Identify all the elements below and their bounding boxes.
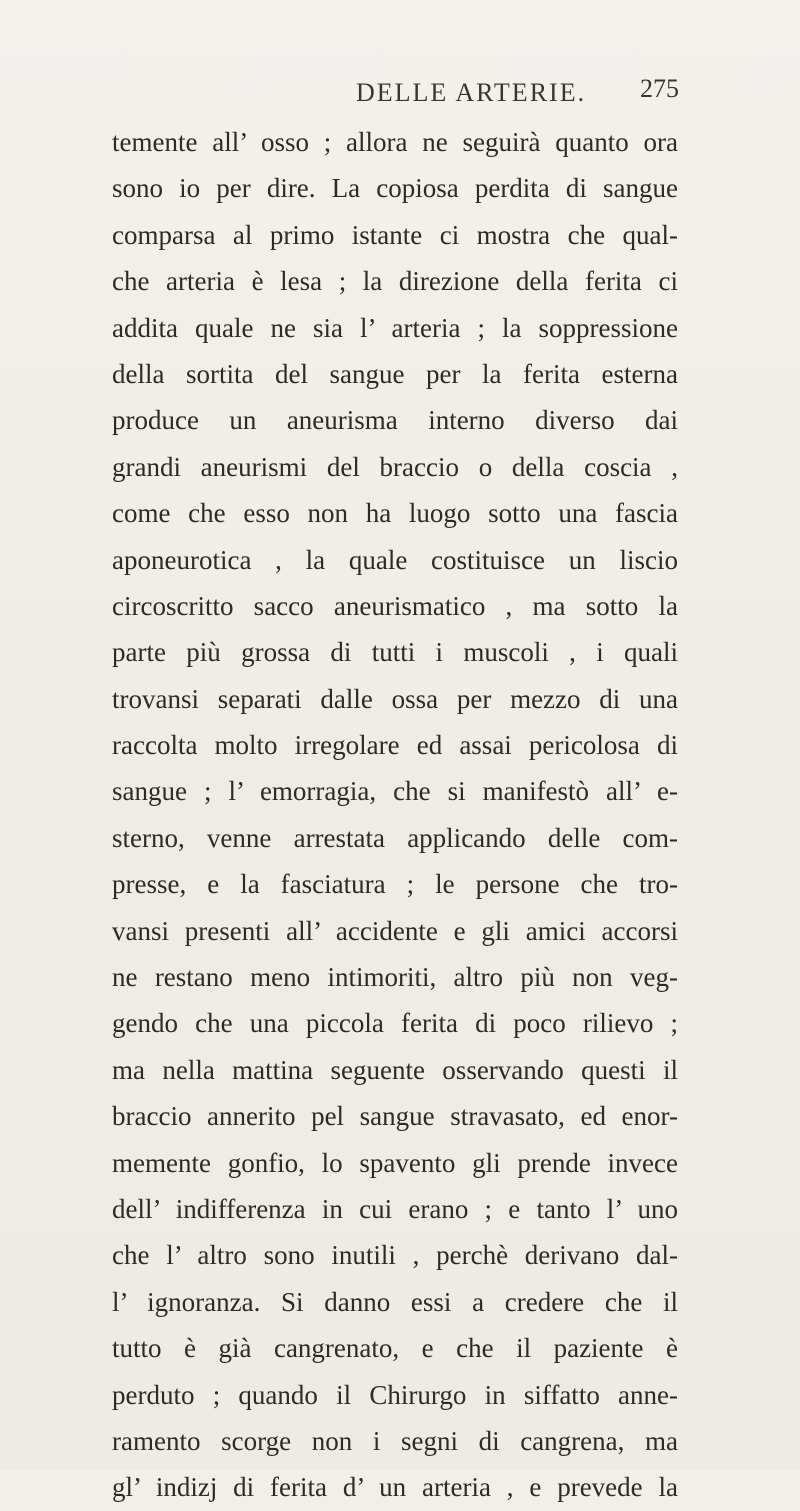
text-line: dell’ indifferenza in cui erano ; e tanto l’ uno: [112, 1193, 678, 1224]
running-title: DELLE ARTERIE.: [356, 78, 587, 107]
text-line: braccio annerito pel sangue stravasato, ed enor-: [112, 1101, 678, 1132]
running-head: [0, 74, 800, 114]
text-line: perduto ; quando il Chirurgo in siffatto anne-: [112, 1379, 678, 1410]
body-text: [112, 119, 678, 1511]
text-line: ma nella mattina seguente osservando questi il: [112, 1054, 678, 1085]
text-line: temente all’ osso ; allora ne seguirà quanto ora: [112, 127, 678, 157]
text-line: tutto è già cangrenato, e che il paziente è: [112, 1333, 678, 1364]
text-line: gl’ indizj di ferita d’ un arteria , e prevede la: [112, 1472, 678, 1503]
text-line: raccolta molto irregolare ed assai pericolosa di: [112, 730, 678, 761]
text-line: che arteria è lesa ; la direzione della ferita ci: [112, 266, 678, 297]
text-line: ne restano meno intimoriti, altro più non veg-: [112, 962, 678, 993]
text-line: trovansi separati dalle ossa per mezzo di una: [112, 683, 678, 714]
text-line: come che esso non ha luogo sotto una fascia: [112, 498, 678, 529]
text-line: parte più grossa di tutti i muscoli , i quali: [112, 637, 678, 668]
text-line: che l’ altro sono inutili , perchè derivano dal-: [112, 1240, 678, 1271]
text-line: della sortita del sangue per la ferita esterna: [112, 358, 678, 389]
text-line: ramento scorge non i segni di cangrena, ma: [112, 1425, 678, 1456]
page-number: 275: [640, 74, 679, 103]
text-line: addita quale ne sia l’ arteria ; la soppressione: [112, 312, 678, 343]
text-line: circoscritto sacco aneurismatico , ma sotto la: [112, 590, 678, 621]
text-line: sono io per dire. La copiosa perdita di sangue: [112, 173, 678, 204]
text-line: comparsa al primo istante ci mostra che qual-: [112, 219, 678, 250]
text-line: produce un aneurisma interno diverso dai: [112, 405, 678, 436]
text-line: l’ ignoranza. Si danno essi a credere che il: [112, 1286, 678, 1317]
text-line: gendo che una piccola ferita di poco rilievo ;: [112, 1008, 678, 1039]
text-line: aponeurotica , la quale costituisce un liscio: [112, 544, 678, 575]
text-line: sangue ; l’ emorragia, che si manifestò all’ e-: [112, 776, 678, 807]
text-line: presse, e la fasciatura ; le persone che tro-: [112, 869, 678, 900]
text-line: vansi presenti all’ accidente e gli amici accorsi: [112, 915, 678, 946]
text-line: memente gonfio, lo spavento gli prende invece: [112, 1147, 678, 1178]
text-line: sterno, venne arrestata applicando delle com-: [112, 822, 678, 853]
text-line: grandi aneurismi del braccio o della coscia ,: [112, 451, 678, 482]
